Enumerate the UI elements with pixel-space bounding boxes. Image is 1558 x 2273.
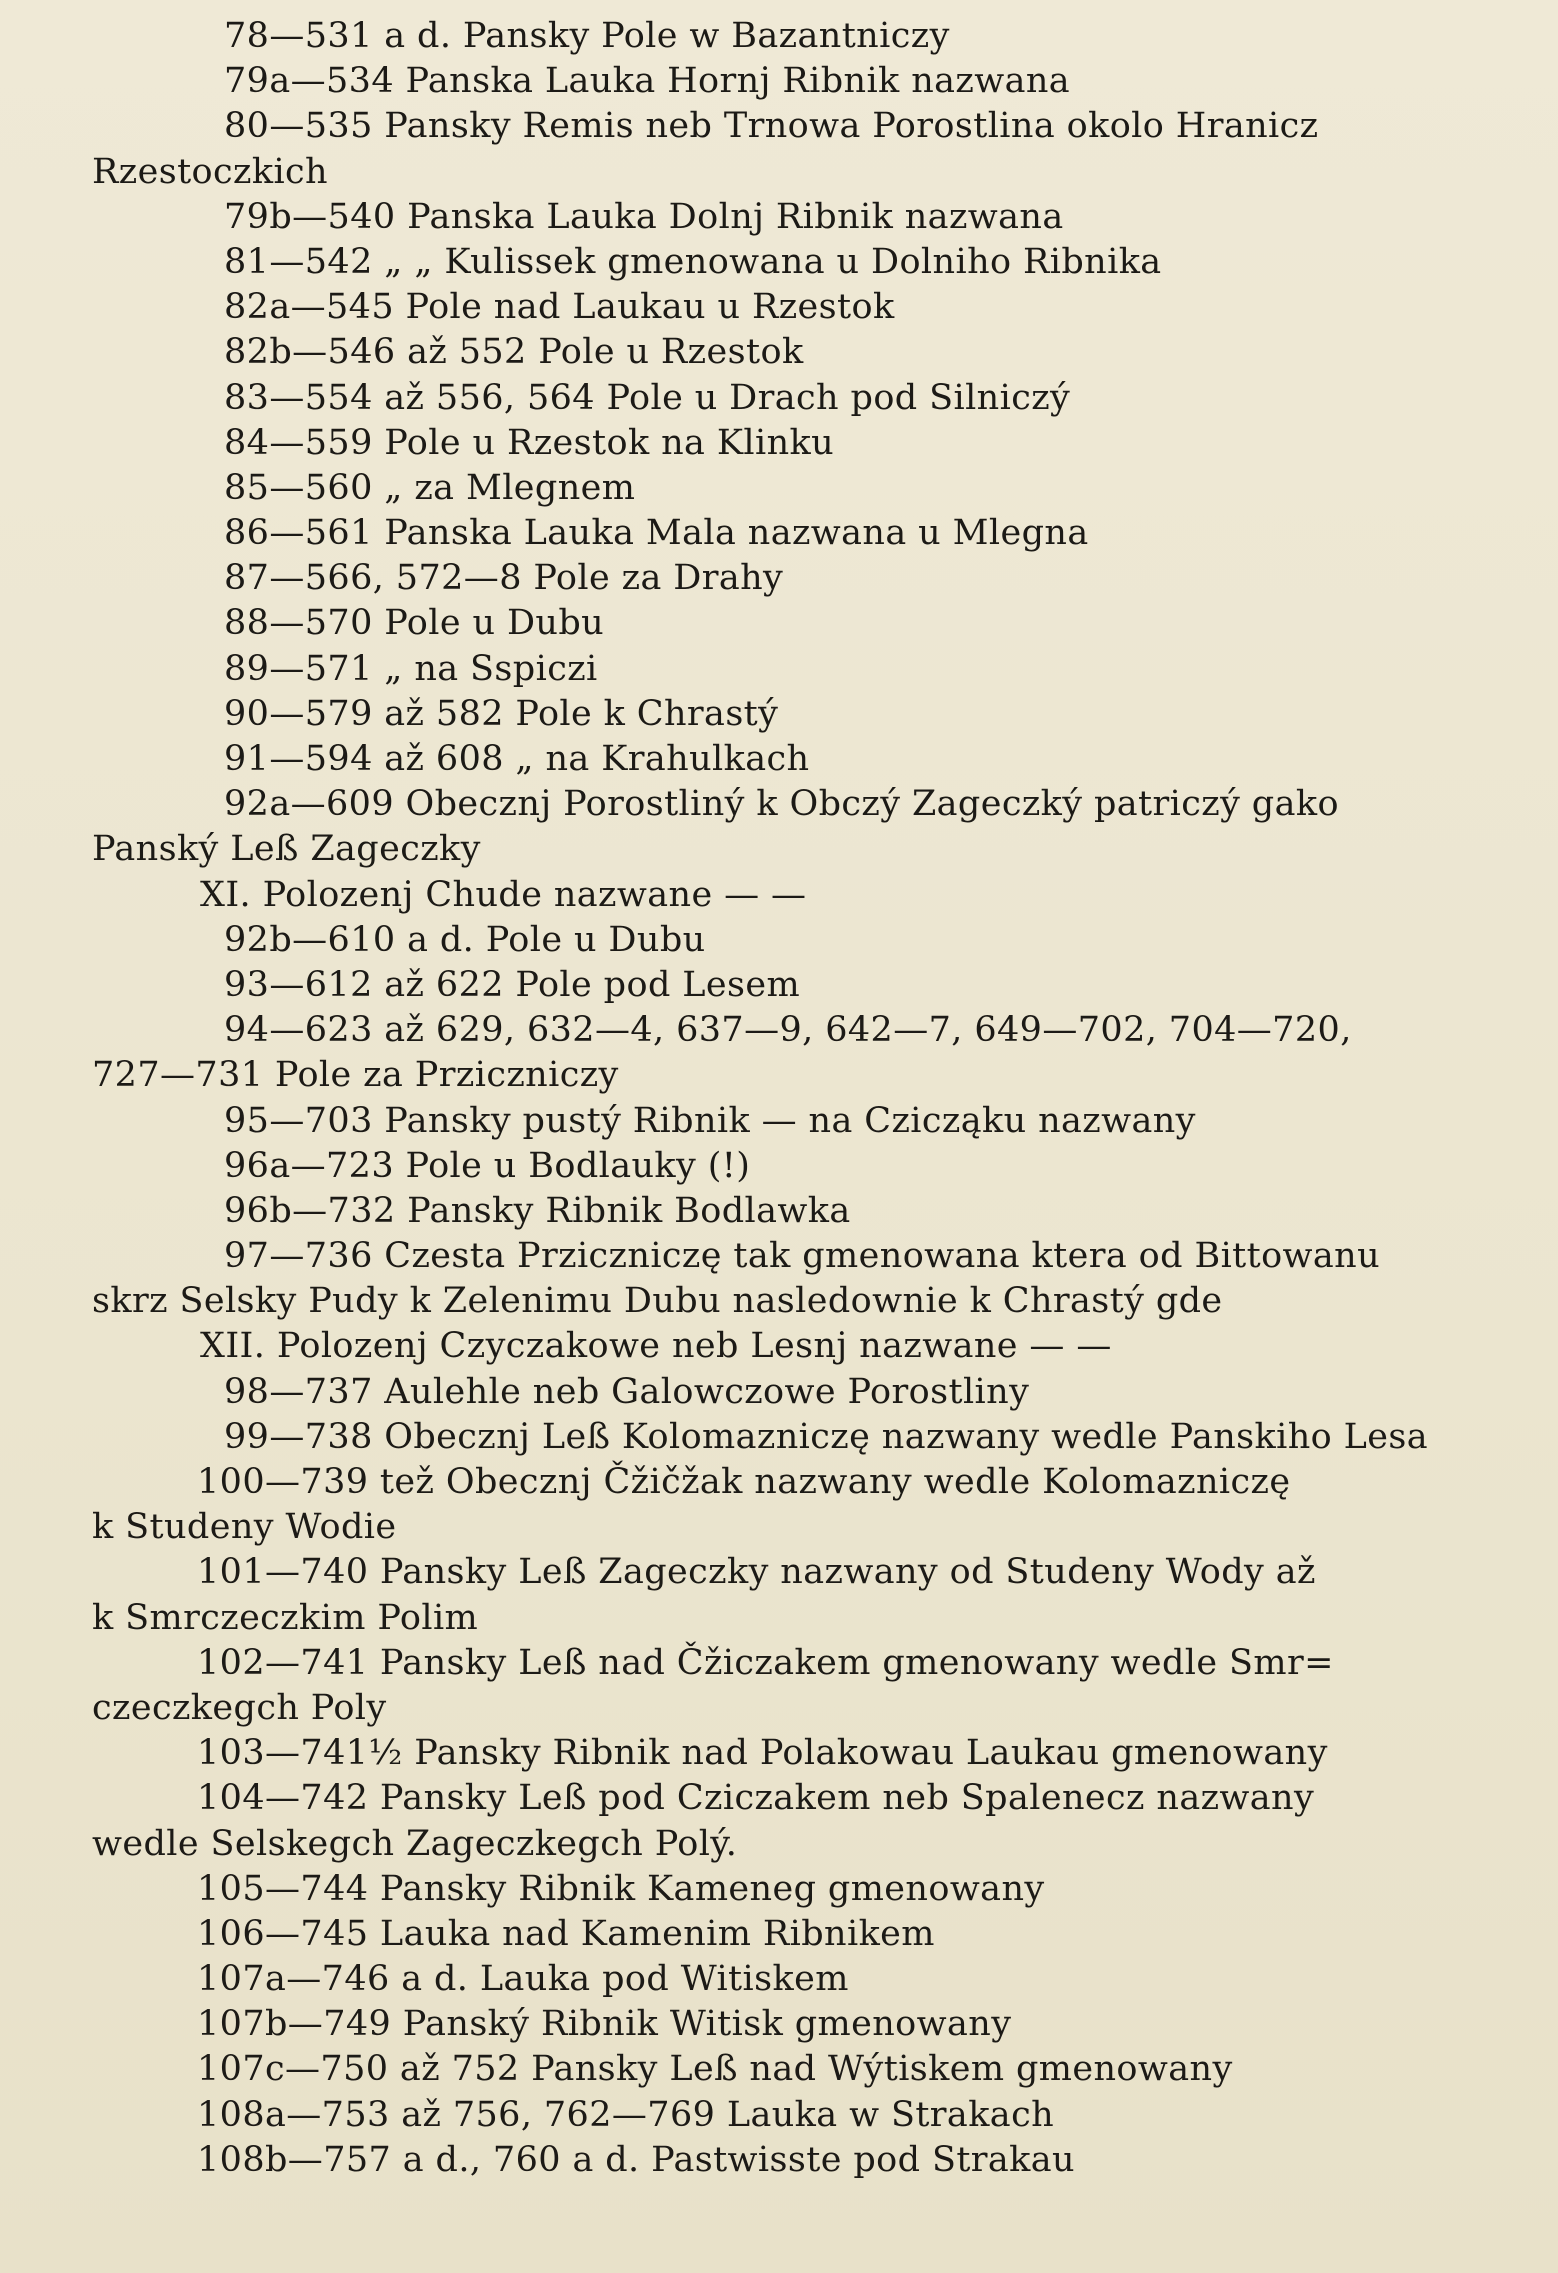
text-line: 79a—534 Panska Lauka Hornj Ribnik nazwana: [224, 61, 1071, 102]
text-line: 88—570 Pole u Dubu: [224, 603, 605, 644]
section-heading: XII. Polozenj Czyczakowe neb Lesnj nazwane — —: [200, 1326, 1112, 1367]
text-line: 100—739 tež Obecznj Čžičžak nazwany wedle Kolomazniczę: [197, 1462, 1291, 1502]
text-line: k Smrczeczkim Polim: [92, 1597, 479, 1638]
text-line: 727—731 Pole za Prziczniczy: [92, 1055, 619, 1096]
text-line: 78—531 a d. Pansky Pole w Bazantniczy: [224, 16, 950, 56]
text-line: 90—579 až 582 Pole k Chrastý: [224, 693, 779, 734]
text-line: 108a—753 až 756, 762—769 Lauka w Strakach: [197, 2094, 1055, 2135]
text-line: 96b—732 Pansky Ribnik Bodlawka: [224, 1190, 851, 1231]
text-line: 107b—749 Panský Ribnik Witisk gmenowany: [197, 2004, 1012, 2045]
text-line: 92b—610 a d. Pole u Dubu: [224, 919, 706, 960]
text-line: 102—741 Pansky Leß nad Čžiczakem gmenowany wedle Smr=: [197, 1642, 1334, 1683]
text-line: Rzestoczkich: [92, 151, 328, 192]
text-line: 104—742 Pansky Leß pod Cziczakem neb Spalenecz nazwany: [197, 1778, 1315, 1819]
text-line: skrz Selsky Pudy k Zelenimu Dubu nasledownie k Chrastý gde: [92, 1281, 1223, 1322]
text-line: 94—623 až 629, 632—4, 637—9, 642—7, 649—702, 704—720,: [224, 1010, 1352, 1051]
text-line: 83—554 až 556, 564 Pole u Drach pod Silniczý: [224, 377, 1071, 418]
text-line: 80—535 Pansky Remis neb Trnowa Porostlina okolo Hranicz: [224, 106, 1319, 147]
text-line: Panský Leß Zageczky: [92, 829, 481, 870]
text-line: czeczkegch Poly: [92, 1687, 387, 1728]
text-line: 97—736 Czesta Prziczniczę tak gmenowana ktera od Bittowanu: [224, 1236, 1381, 1277]
text-block: [92, 14, 1518, 2183]
text-line: 85—560 „ za Mlegnem: [224, 467, 636, 508]
text-line: 91—594 až 608 „ na Krahulkach: [224, 739, 810, 779]
text-line: 98—737 Aulehle neb Galowczowe Porostliny: [224, 1371, 1030, 1412]
text-line: 92a—609 Obecznj Porostliný k Obczý Zageczký patriczý gako: [224, 784, 1339, 825]
text-line: 89—571 „ na Sspiczi: [224, 648, 598, 689]
text-line: 107c—750 až 752 Pansky Leß nad Wýtiskem gmenowany: [197, 2049, 1233, 2090]
text-line: 95—703 Pansky pustý Ribnik — na Czicząku nazwany: [224, 1100, 1196, 1141]
text-line: 105—744 Pansky Ribnik Kameneg gmenowany: [197, 1868, 1045, 1909]
text-line: wedle Selskegch Zageczkegch Polý.: [92, 1823, 738, 1864]
text-line: 82a—545 Pole nad Laukau u Rzestok: [224, 287, 895, 328]
text-line: 99—738 Obecznj Leß Kolomazniczę nazwany wedle Panskiho Lesa: [224, 1416, 1429, 1457]
text-line: 108b—757 a d., 760 a d. Pastwisste pod Strakau: [197, 2139, 1076, 2180]
text-line: k Studeny Wodie: [92, 1507, 397, 1548]
text-line: 82b—546 až 552 Pole u Rzestok: [224, 332, 804, 373]
text-line: 84—559 Pole u Rzestok na Klinku: [224, 422, 835, 463]
text-line: 79b—540 Panska Lauka Dolnj Ribnik nazwana: [224, 196, 1064, 237]
section-heading: XI. Polozenj Chude nazwane — —: [200, 874, 807, 915]
text-line: 93—612 až 622 Pole pod Lesem: [224, 964, 801, 1005]
text-line: 103—741½ Pansky Ribnik nad Polakowau Laukau gmenowany: [197, 1733, 1328, 1774]
text-line: 86—561 Panska Lauka Mala nazwana u Mlegna: [224, 513, 1089, 554]
text-line: 107a—746 a d. Lauka pod Witiskem: [197, 1959, 849, 2000]
text-line: 101—740 Pansky Leß Zageczky nazwany od Studeny Wody až: [197, 1552, 1316, 1593]
text-line: 106—745 Lauka nad Kamenim Ribnikem: [197, 1913, 935, 1954]
text-line: 96a—723 Pole u Bodlauky (!): [224, 1145, 751, 1186]
text-line: 87—566, 572—8 Pole za Drahy: [224, 558, 784, 599]
text-line: 81—542 „ „ Kulissek gmenowana u Dolniho Ribnika: [224, 241, 1162, 282]
